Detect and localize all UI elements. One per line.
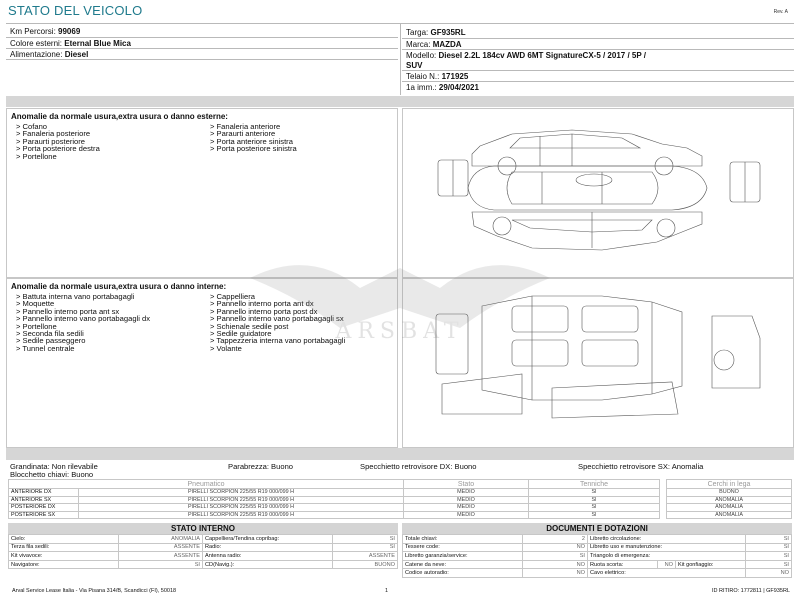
- table-row: ANOMALIA: [667, 496, 792, 504]
- keylock-status: Blocchetto chiavi: Buono: [10, 470, 94, 479]
- tyres-header-tecniche: Tenniche: [529, 480, 660, 489]
- footer-company: Arval Service Lease Italia - Via Pisana 314/B, Scandicci (FI), 50018: [12, 588, 177, 594]
- brand-row: Marca: MAZDA: [406, 40, 462, 49]
- model-row-2: SUV: [406, 61, 423, 70]
- list-item: > Pannello interno porta ant sx: [16, 306, 120, 316]
- stato-interno-table: [8, 534, 398, 569]
- list-item: > Fanaleria posteriore: [16, 129, 91, 139]
- table-row: ANOMALIA: [667, 511, 792, 519]
- mirror-sx-status: Specchietto retrovisore SX: Anomalia: [578, 462, 704, 471]
- list-item: > Fanaleria anteriore: [210, 122, 281, 131]
- table-row: Codice autoradio: NO Cavo elettrico: NO: [403, 569, 792, 578]
- list-item: > Porta posteriore destra: [16, 144, 100, 154]
- documenti-header: DOCUMENTI E DOTAZIONI: [402, 523, 792, 534]
- section-band: [6, 96, 794, 107]
- list-item: > Cappelliera: [210, 292, 255, 301]
- model-row: Modello: Diesel 2.2L 184cv AWD 6MT SignatureCX-5 / 2017 / 5P /: [406, 51, 646, 60]
- table-row: POSTERIORE DX PIRELLI SCORPION 225/55 R19 000/099 H MEDIO SI: [9, 504, 660, 512]
- list-item: > Paraurti posteriore: [16, 136, 86, 146]
- list-item: > Pannello interno vano portabagagli sx: [210, 314, 344, 324]
- chassis-row: Telaio N.: 171925: [406, 72, 469, 81]
- km-row: Km Percorsi: 99069: [10, 27, 81, 36]
- exterior-list-1: [16, 123, 206, 160]
- page-title: STATO DEL VEICOLO: [8, 3, 143, 18]
- list-item: > Sedile guidatore: [210, 329, 272, 339]
- registration-row: 1a imm.: 29/04/2021: [406, 83, 479, 92]
- list-item: > Moquette: [16, 299, 55, 309]
- list-item: > Paraurti anteriore: [210, 129, 276, 139]
- table-row: Catene da neve: NO Ruota scorta: NO Kit gonfiaggio: SI: [403, 560, 792, 569]
- list-item: > Schienale sedile post: [210, 321, 289, 331]
- rims-header: Cerchi in lega: [667, 480, 792, 489]
- exterior-list-2: [210, 123, 390, 153]
- list-item: > Volante: [210, 343, 242, 353]
- table-row: ANOMALIA: [667, 504, 792, 512]
- color-row: Colore esterni: Eternal Blue Mica: [10, 39, 131, 48]
- footer-ritiro-id: ID RITIRO: 1772811 | GF935RL: [711, 588, 790, 594]
- list-item: > Tunnel centrale: [16, 343, 75, 353]
- table-row: POSTERIORE SX PIRELLI SCORPION 225/55 R19 000/099 H MEDIO SI: [9, 511, 660, 519]
- list-item: > Seconda fila sedili: [16, 329, 84, 339]
- documenti-table: [402, 534, 792, 578]
- list-item: > Porta posteriore sinistra: [210, 144, 297, 154]
- list-item: > Pannello interno vano portabagagli dx: [16, 314, 151, 324]
- table-row: ANTERIORE SX PIRELLI SCORPION 225/55 R19 000/099 H MEDIO SI: [9, 496, 660, 504]
- plate-row: Targa: GF935RL: [406, 28, 466, 37]
- table-row: Terza fila sedili: ASSENTE Radio: SI: [9, 543, 398, 552]
- list-item: > Portellone: [16, 151, 57, 161]
- footer-page-number: 1: [385, 588, 389, 594]
- interior-title: Anomalie da normale usura,extra usura o danno interne:: [11, 282, 227, 291]
- hail-status: Grandinata: Non rilevabile: [10, 462, 98, 471]
- list-item: > Porta anteriore sinistra: [210, 136, 293, 146]
- tyres-header-stato: Stato: [404, 480, 529, 489]
- stato-interno-header: STATO INTERNO: [8, 523, 398, 534]
- rims-table: [666, 479, 792, 519]
- windshield-status: Parabrezza: Buono: [228, 462, 294, 471]
- table-row: Cielo: ANOMALIA Cappelliera/Tendina copribag: SI: [9, 535, 398, 544]
- list-item: > Cofano: [16, 122, 48, 131]
- section-band: [6, 448, 794, 460]
- list-item: > Pannello interno porta ant dx: [210, 299, 314, 309]
- list-item: > Tappezzeria interna vano portabagagli: [210, 336, 346, 346]
- table-row: Navigatore: SI CD(Navig.): BUONO: [9, 560, 398, 569]
- table-row: BUONO: [667, 489, 792, 497]
- list-item: > Portellone: [16, 321, 57, 331]
- table-row: ANTERIORE DX PIRELLI SCORPION 225/55 R19 000/099 H MEDIO SI: [9, 489, 660, 497]
- list-item: > Sedile passeggero: [16, 336, 86, 346]
- list-item: > Pannello interno porta post dx: [210, 306, 318, 316]
- fuel-row: Alimentazione: Diesel: [10, 50, 89, 59]
- list-item: > Battuta interna vano portabagagli: [16, 292, 135, 301]
- tyres-header-pneumatico: Pneumatico: [9, 480, 404, 489]
- interior-list-1: [16, 293, 196, 352]
- table-row: Kit vivavoce: ASSENTE Antenna radio: ASSENTE: [9, 552, 398, 561]
- watermark-text: ARSBAT: [335, 319, 465, 344]
- revision-label: Rev. A: [773, 9, 788, 15]
- tyres-table: [8, 479, 660, 519]
- arsbat-watermark: [240, 238, 560, 358]
- mirror-dx-status: Specchietto retrovisore DX: Buono: [360, 462, 477, 471]
- exterior-title: Anomalie da normale usura,extra usura o danno esterne:: [11, 112, 228, 121]
- table-row: Tessere code: NO Libretto uso e manutenzione: SI: [403, 543, 792, 552]
- table-row: Libretto garanzia/service: SI Triangolo di emergenza: SI: [403, 552, 792, 561]
- table-row: Totale chiavi: 2 Libretto circolazione: SI: [403, 535, 792, 544]
